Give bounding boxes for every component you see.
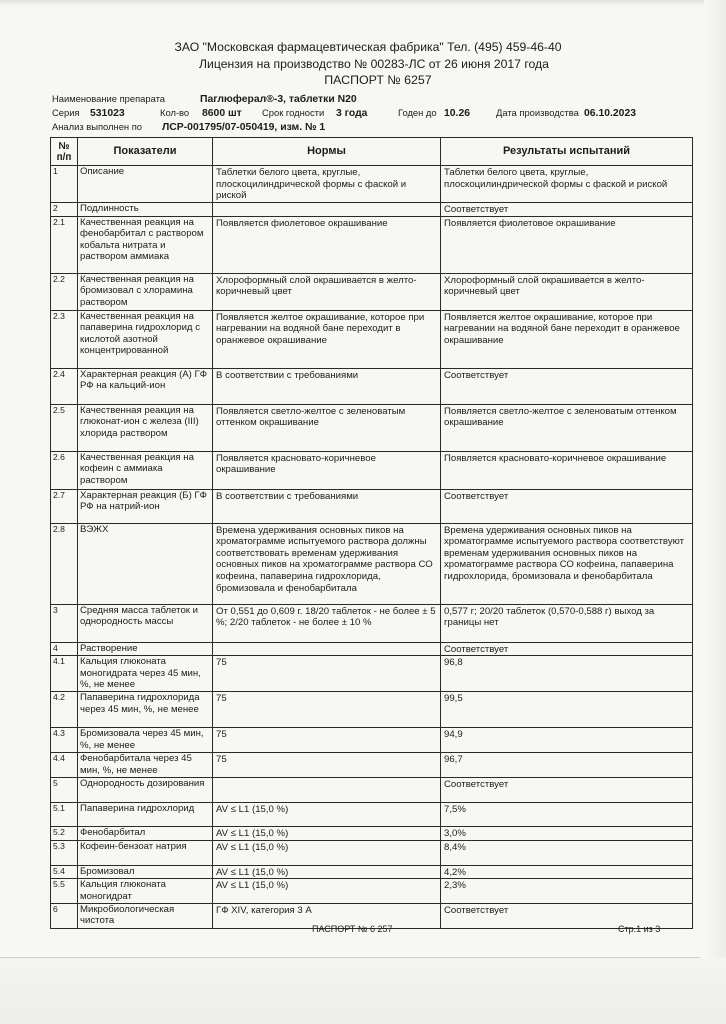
row-no: 2.4 [51, 368, 78, 404]
meta-row-analysis [52, 121, 692, 133]
row-no: 2.8 [51, 523, 78, 604]
row-indicator: Подлинность [78, 203, 213, 217]
row-norm: Появляется фиолетовое окрашивание [213, 216, 441, 273]
table-row [51, 827, 693, 841]
shelf-label: Срок годности [262, 107, 325, 118]
row-result: 3,0% [441, 827, 693, 841]
row-result: 8,4% [441, 840, 693, 865]
row-norm: AV ≤ L1 (15,0 %) [213, 803, 441, 827]
row-result: Соответствует [441, 903, 693, 928]
row-norm: В соответствии с требованиями [213, 489, 441, 523]
row-norm: Появляется светло-желтое с зеленоватым оттенком окрашивание [213, 404, 441, 451]
drug-name: Паглюферал®-3, таблетки N20 [200, 94, 357, 105]
row-result: 94,9 [441, 728, 693, 753]
table-row [51, 642, 693, 656]
company-line: ЗАО "Московская фармацевтическая фабрика" Тел. (495) 459-46-40 [174, 40, 562, 54]
row-no: 2 [51, 203, 78, 217]
row-norm [213, 778, 441, 803]
row-result: 96,8 [441, 656, 693, 692]
row-indicator: Характерная реакция (Б) ГФ РФ на натрий-ион [78, 489, 213, 523]
row-no: 2.2 [51, 273, 78, 310]
prod-value: 06.10.2023 [584, 108, 637, 119]
row-norm: AV ≤ L1 (15,0 %) [213, 865, 441, 879]
row-result: Соответствует [441, 642, 693, 656]
passport-table [50, 137, 693, 929]
row-result: 4,2% [441, 865, 693, 879]
row-norm: В соответствии с требованиями [213, 368, 441, 404]
row-norm: AV ≤ L1 (15,0 %) [213, 827, 441, 841]
row-indicator: Качественная реакция на бромизовал с хлорамина раствором [78, 273, 213, 310]
row-no: 5.3 [51, 840, 78, 865]
row-result: 96,7 [441, 753, 693, 778]
series-label: Серия [52, 107, 80, 118]
row-indicator: Кальция глюконата моногидрат [78, 879, 213, 903]
row-result: 99,5 [441, 692, 693, 728]
row-indicator: Качественная реакция на кофеин с аммиака раствором [78, 451, 213, 489]
row-result: Появляется фиолетовое окрашивание [441, 216, 693, 273]
row-result: Таблетки белого цвета, круглые, плоскоцилиндрической формы с фаской и риской [441, 166, 693, 203]
row-indicator: Фенобарбитал [78, 827, 213, 841]
meta-row-series [52, 107, 692, 119]
table-row [51, 166, 693, 203]
table-row [51, 273, 693, 310]
row-result: Соответствует [441, 778, 693, 803]
row-norm: Таблетки белого цвета, круглые, плоскоцилиндрической формы с фаской и риской [213, 166, 441, 203]
row-result: 0,577 г; 20/20 таблеток (0,570-0,588 г) выход за границы нет [441, 604, 693, 642]
row-result: Появляется красновато-коричневое окрашивание [441, 451, 693, 489]
scan-background [0, 957, 726, 1024]
row-indicator: Бромизовала через 45 мин, %, не менее [78, 728, 213, 753]
row-norm: 75 [213, 753, 441, 778]
row-no: 4.1 [51, 656, 78, 692]
table-row [51, 404, 693, 451]
row-indicator: Микробиологическая чистота [78, 903, 213, 928]
row-no: 5.4 [51, 865, 78, 879]
table-row [51, 692, 693, 728]
col-header-norms: Нормы [213, 138, 441, 166]
row-no: 2.7 [51, 489, 78, 523]
row-norm: Появляется красновато-коричневое окрашивание [213, 451, 441, 489]
row-norm: Времена удерживания основных пиков на хроматограмме испытуемого раствора должны соответствовать временам удерживания основных пиков на хроматограмме раствора СО кофеина, папаверина гидрохлорида, бромизовала и фенобарбитала [213, 523, 441, 604]
row-indicator: Качественная реакция на глюконат-ион с железа (III) хлорида раствором [78, 404, 213, 451]
row-norm: Хлороформный слой окрашивается в желто-коричневый цвет [213, 273, 441, 310]
row-indicator: Папаверина гидрохлорида через 45 мин, %, не менее [78, 692, 213, 728]
row-norm: AV ≤ L1 (15,0 %) [213, 879, 441, 903]
row-no: 1 [51, 166, 78, 203]
table-row [51, 310, 693, 368]
table-row [51, 523, 693, 604]
drug-label: Наименование препарата [52, 93, 166, 104]
row-no: 6 [51, 903, 78, 928]
col-header-no: № п/п [51, 138, 78, 166]
table-row [51, 451, 693, 489]
row-no: 5.2 [51, 827, 78, 841]
row-norm [213, 203, 441, 217]
table-row [51, 604, 693, 642]
row-norm: От 0,551 до 0,609 г. 18/20 таблеток - не более ± 5 %; 2/20 таблеток - не более ± 10 % [213, 604, 441, 642]
scan-edge [0, 0, 726, 6]
passport-title: ПАСПОРТ № 6257 [324, 73, 432, 87]
table-row [51, 489, 693, 523]
analysis-label: Анализ выполнен по [52, 121, 142, 132]
table-row [51, 840, 693, 865]
row-no: 4.4 [51, 753, 78, 778]
qty-value: 8600 шт [202, 108, 242, 119]
row-norm [213, 642, 441, 656]
row-result: Времена удерживания основных пиков на хроматограмме испытуемого раствора соответствуют временам удерживания основных пиков на хроматограмме раствора СО кофеина, папаверина гидрохлорида, бромизовала и фенобарбитала [441, 523, 693, 604]
row-no: 4.3 [51, 728, 78, 753]
row-indicator: ВЭЖХ [78, 523, 213, 604]
row-result: 2,3% [441, 879, 693, 903]
table-row [51, 216, 693, 273]
footer-page: Стр.1 из 3 [618, 924, 661, 934]
license-line: Лицензия на производство № 00283-ЛС от 26 июня 2017 года [199, 57, 549, 71]
table-row [51, 778, 693, 803]
table-header-row [51, 138, 693, 166]
row-no: 2.3 [51, 310, 78, 368]
row-indicator: Кофеин-бензоат натрия [78, 840, 213, 865]
row-result: Соответствует [441, 203, 693, 217]
table-row [51, 753, 693, 778]
meta-row-drug [52, 93, 692, 105]
row-indicator: Характерная реакция (А) ГФ РФ на кальций-ион [78, 368, 213, 404]
row-indicator: Фенобарбитала через 45 мин, %, не менее [78, 753, 213, 778]
row-indicator: Однородность дозирования [78, 778, 213, 803]
scan-edge [0, 957, 700, 958]
row-indicator: Кальция глюконата моногидрата через 45 мин, %, не менее [78, 656, 213, 692]
row-no: 4.2 [51, 692, 78, 728]
table-row [51, 865, 693, 879]
row-no: 4 [51, 642, 78, 656]
qty-label: Кол-во [160, 107, 190, 118]
row-indicator: Бромизовал [78, 865, 213, 879]
row-no: 5.1 [51, 803, 78, 827]
row-no: 3 [51, 604, 78, 642]
shelf-value: 3 года [336, 108, 368, 119]
prod-label: Дата производства [496, 107, 579, 118]
row-indicator: Качественная реакция на папаверина гидрохлорид с кислотой азотной концентрированной [78, 310, 213, 368]
table-row [51, 879, 693, 903]
row-result: Появляется желтое окрашивание, которое при нагревании на водяной бане переходит в оранжевое окрашивание [441, 310, 693, 368]
row-no: 5.5 [51, 879, 78, 903]
valid-value: 10.26 [444, 108, 471, 119]
row-norm: 75 [213, 692, 441, 728]
row-indicator: Растворение [78, 642, 213, 656]
row-result: Появляется светло-желтое с зеленоватым оттенком окрашивание [441, 404, 693, 451]
row-result: Соответствует [441, 368, 693, 404]
row-indicator: Качественная реакция на фенобарбитал с раствором кобальта нитрата и раствором аммиака [78, 216, 213, 273]
row-no: 2.5 [51, 404, 78, 451]
row-indicator: Папаверина гидрохлорид [78, 803, 213, 827]
row-norm: ГФ XIV, категория 3 А [213, 903, 441, 928]
row-result: Хлороформный слой окрашивается в желто-коричневый цвет [441, 273, 693, 310]
table-row [51, 803, 693, 827]
row-norm: AV ≤ L1 (15,0 %) [213, 840, 441, 865]
row-norm: 75 [213, 656, 441, 692]
row-no: 2.1 [51, 216, 78, 273]
footer-passport: ПАСПОРТ № 6 257 [312, 924, 393, 934]
table-row [51, 203, 693, 217]
row-norm: Появляется желтое окрашивание, которое при нагревании на водяной бане переходит в оранжевое окрашивание [213, 310, 441, 368]
row-indicator: Средняя масса таблеток и однородность массы [78, 604, 213, 642]
valid-label: Годен до [398, 107, 437, 118]
row-no: 2.6 [51, 451, 78, 489]
row-result: Соответствует [441, 489, 693, 523]
col-header-indicator: Показатели [78, 138, 213, 166]
row-indicator: Описание [78, 166, 213, 203]
table-row [51, 728, 693, 753]
series-value: 531023 [90, 108, 125, 119]
row-result: 7,5% [441, 803, 693, 827]
table-row [51, 368, 693, 404]
row-norm: 75 [213, 728, 441, 753]
document-header [0, 40, 726, 87]
row-no: 5 [51, 778, 78, 803]
analysis-value: ЛСР-001795/07-050419, изм. № 1 [162, 122, 326, 133]
table-row [51, 656, 693, 692]
col-header-results: Результаты испытаний [441, 138, 693, 166]
scan-edge [704, 0, 726, 1024]
